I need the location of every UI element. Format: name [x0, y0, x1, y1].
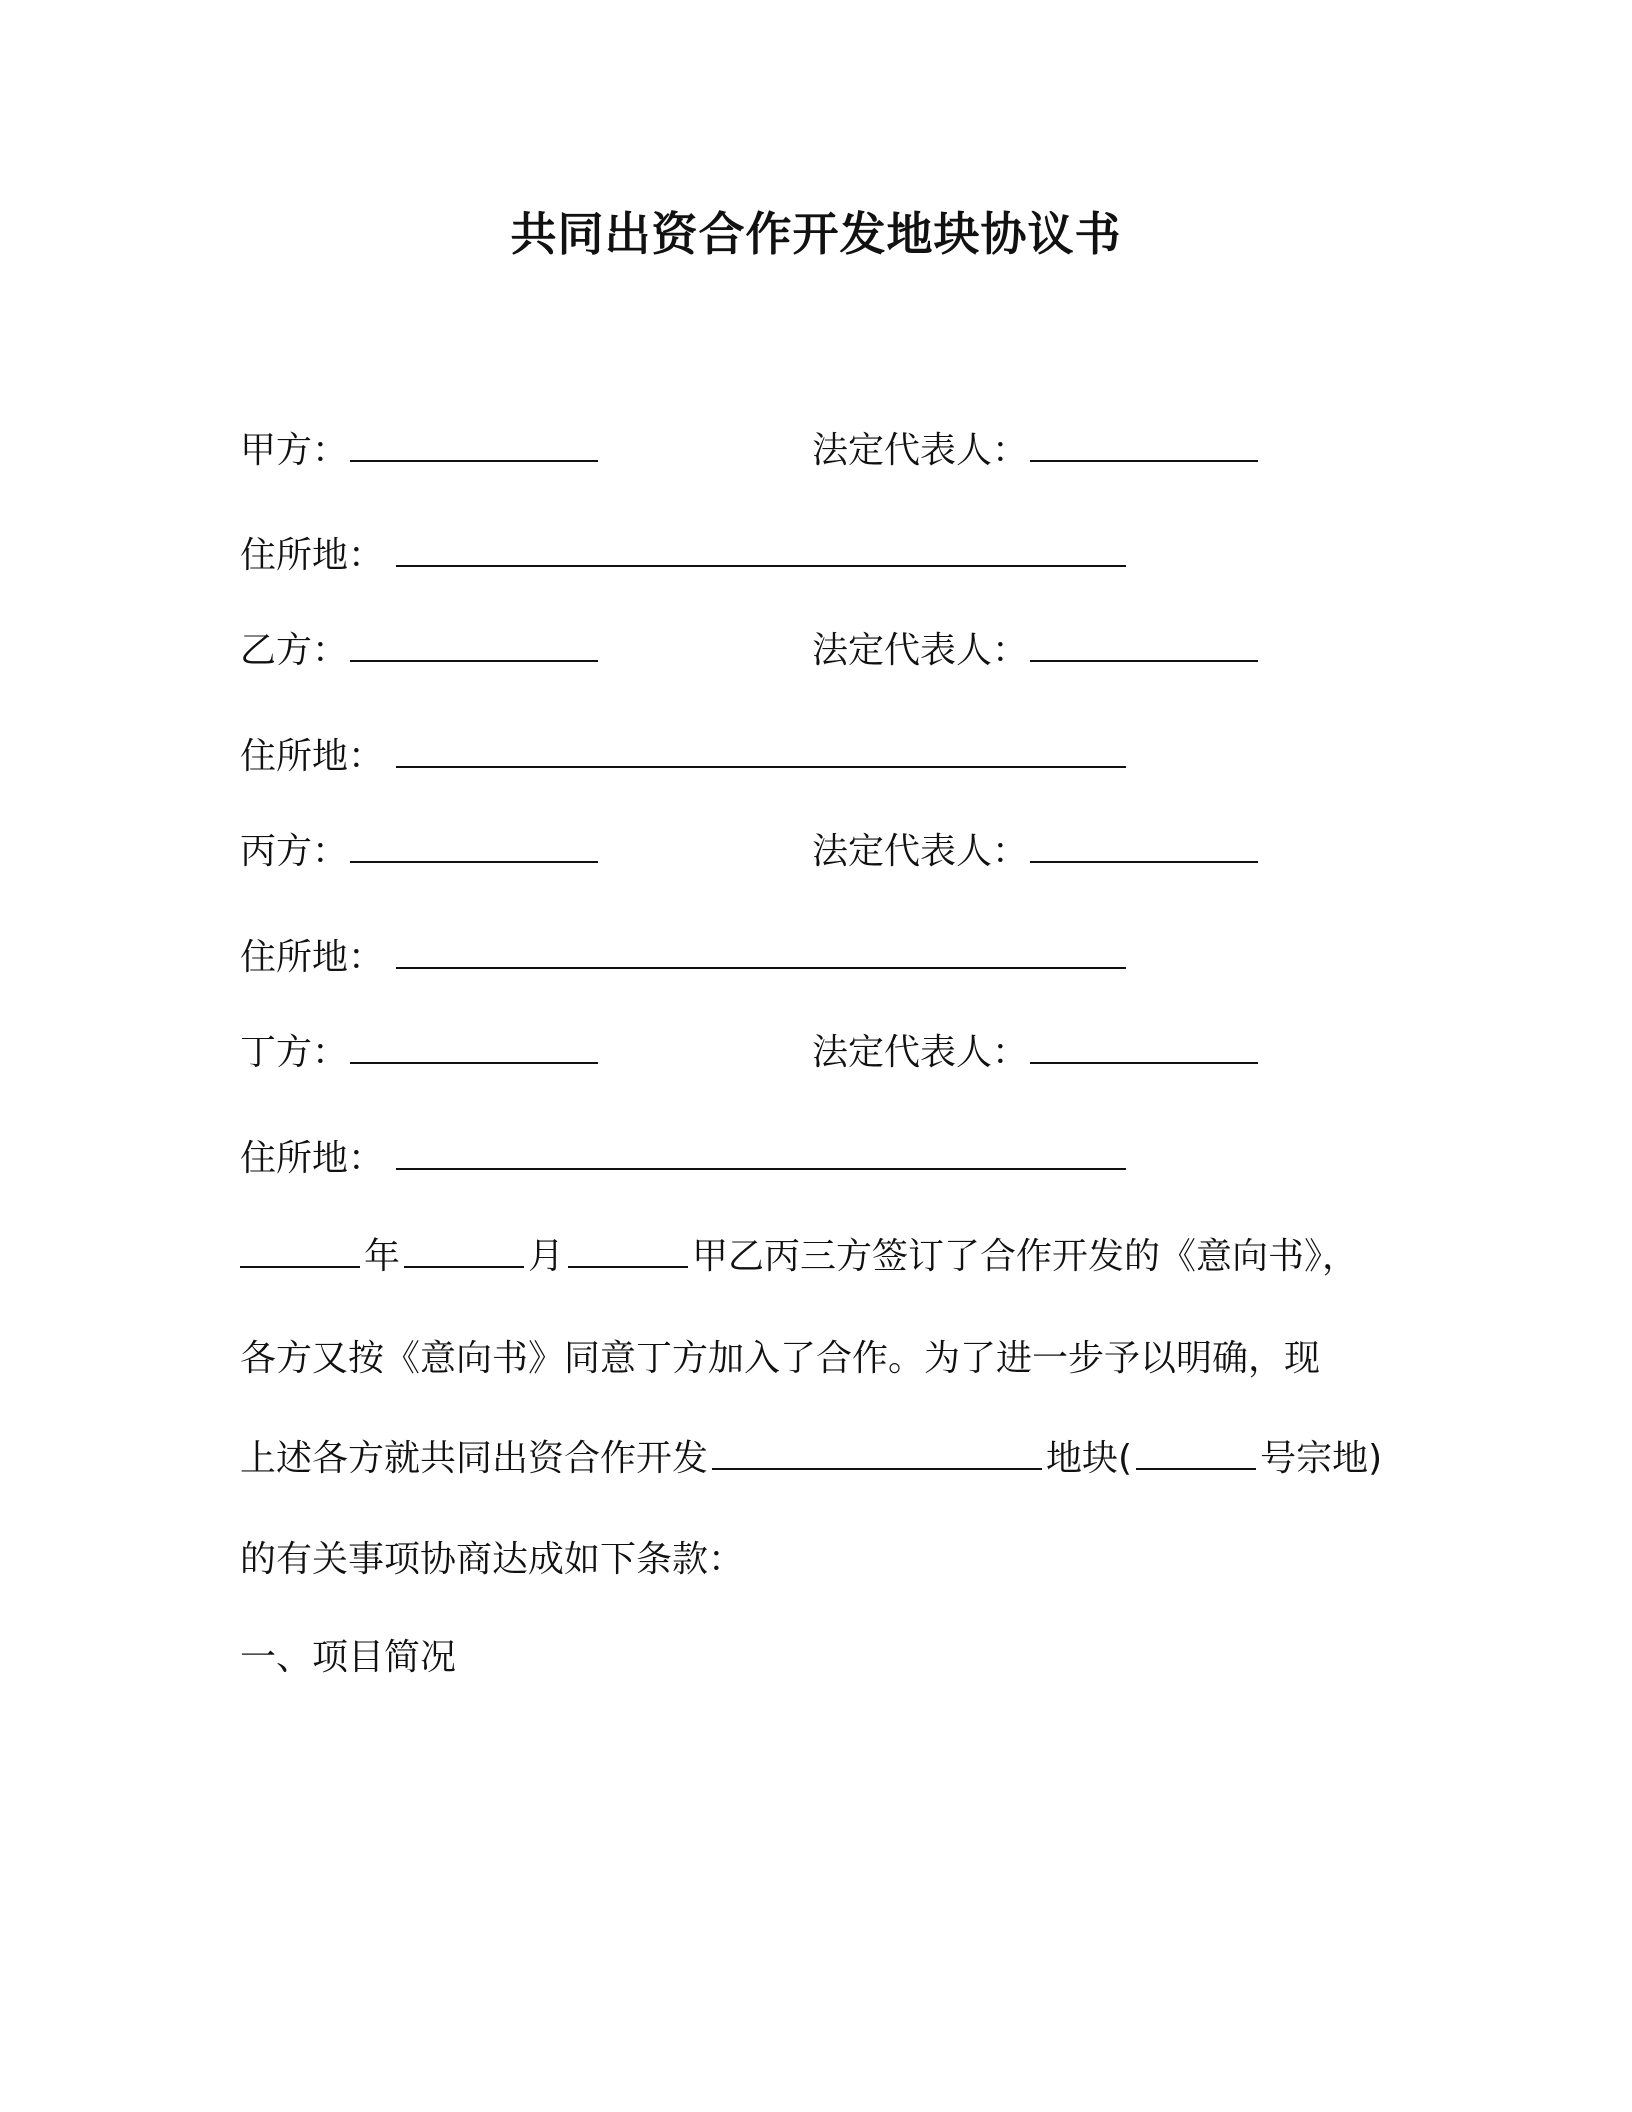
- party-d-address-label: 住所地：: [240, 1138, 385, 1179]
- month-label: 月: [528, 1236, 565, 1277]
- party-d-address-row: [240, 1130, 1126, 1181]
- party-a-rep-label: 法定代表人：: [812, 430, 1029, 471]
- party-a-label: 甲方：: [240, 430, 349, 471]
- party-a-address-blank[interactable]: [396, 565, 1126, 567]
- intro-line-3-mid: 地块(: [1046, 1438, 1133, 1479]
- intro-line-1-text: 甲乙丙三方签订了合作开发的《意向书》，: [692, 1236, 1359, 1277]
- party-b-address-row: [240, 728, 1126, 779]
- party-d-name-blank[interactable]: [350, 1062, 598, 1064]
- party-a-address-label: 住所地：: [240, 535, 385, 576]
- party-b-rep-row: [812, 622, 1258, 673]
- section-heading-1: 一、项目简况: [240, 1637, 457, 1678]
- party-a-rep-blank[interactable]: [1030, 460, 1258, 462]
- party-b-address-label: 住所地：: [240, 736, 385, 777]
- plot-name-blank[interactable]: [712, 1468, 1042, 1470]
- party-a-rep-row: [812, 422, 1258, 473]
- party-c-label: 丙方：: [240, 831, 349, 872]
- year-blank[interactable]: [240, 1266, 360, 1268]
- party-d-rep-row: [812, 1024, 1258, 1075]
- party-d-rep-label: 法定代表人：: [812, 1032, 1029, 1073]
- intro-line-2: 各方又按《意向书》同意丁方加入了合作。为了进一步予以明确，现: [240, 1338, 1321, 1379]
- intro-line-3-head: 上述各方就共同出资合作开发: [240, 1438, 709, 1479]
- party-c-row: [240, 823, 598, 874]
- party-c-address-row: [240, 929, 1126, 980]
- party-c-rep-row: [812, 823, 1258, 874]
- party-c-rep-label: 法定代表人：: [812, 831, 1029, 872]
- party-b-address-blank[interactable]: [396, 766, 1126, 768]
- party-c-name-blank[interactable]: [350, 861, 598, 863]
- document-title: 共同出资合作开发地块协议书: [510, 207, 1122, 261]
- party-b-name-blank[interactable]: [350, 660, 598, 662]
- party-b-rep-blank[interactable]: [1030, 660, 1258, 662]
- intro-line-4: 的有关事项协商达成如下条款：: [240, 1539, 745, 1580]
- intro-line-3: [240, 1430, 1382, 1481]
- party-c-address-label: 住所地：: [240, 937, 385, 978]
- party-d-row: [240, 1024, 598, 1075]
- lot-number-blank[interactable]: [1136, 1468, 1256, 1470]
- party-d-address-blank[interactable]: [396, 1168, 1126, 1170]
- party-a-name-blank[interactable]: [350, 460, 598, 462]
- party-d-rep-blank[interactable]: [1030, 1062, 1258, 1064]
- party-c-address-blank[interactable]: [396, 967, 1126, 969]
- intro-line-1: [240, 1228, 1358, 1279]
- month-blank[interactable]: [404, 1266, 524, 1268]
- party-a-address-row: [240, 527, 1126, 578]
- day-blank[interactable]: [568, 1266, 688, 1268]
- party-b-label: 乙方：: [240, 630, 349, 671]
- year-label: 年: [364, 1236, 401, 1277]
- party-b-rep-label: 法定代表人：: [812, 630, 1029, 671]
- intro-line-3-tail: 号宗地): [1260, 1438, 1383, 1479]
- party-b-row: [240, 622, 598, 673]
- party-c-rep-blank[interactable]: [1030, 861, 1258, 863]
- party-a-row: [240, 422, 598, 473]
- party-d-label: 丁方：: [240, 1032, 349, 1073]
